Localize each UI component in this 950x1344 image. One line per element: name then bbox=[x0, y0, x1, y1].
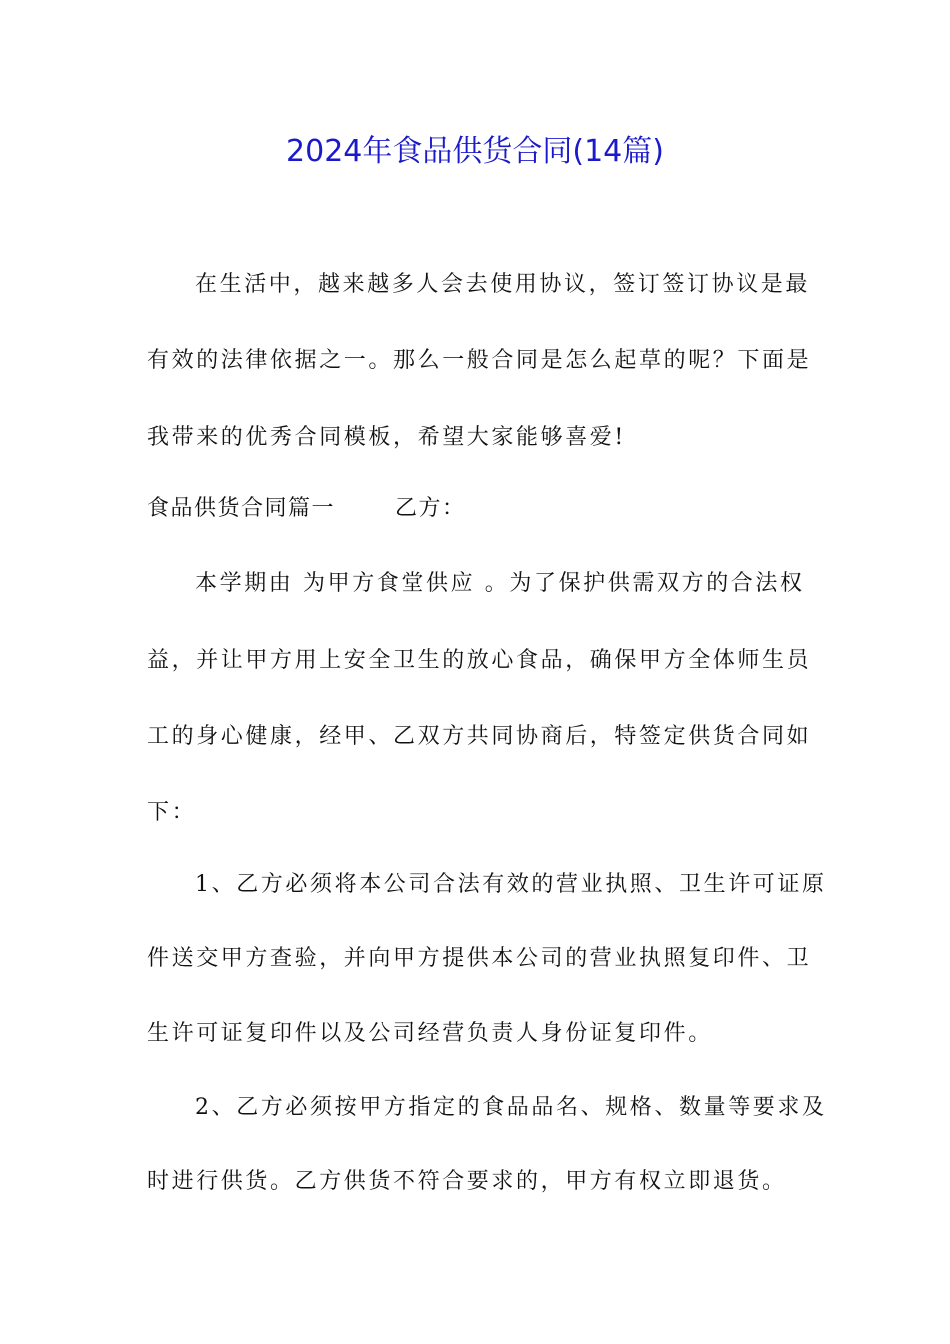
intro-line-3: 我带来的优秀合同模板，希望大家能够喜爱! bbox=[147, 425, 626, 450]
clause-1-line-1: 1、乙方必须将本公司合法有效的营业执照、卫生许可证原 bbox=[195, 872, 827, 897]
intro-line-1: 在生活中，越来越多人会去使用协议，签订签订协议是最 bbox=[195, 272, 811, 297]
clause-1-line-3: 生许可证复印件以及公司经营负责人身份证复印件。 bbox=[147, 1021, 713, 1046]
preamble-line-3: 工的身心健康，经甲、乙双方共同协商后，特签定供货合同如 bbox=[147, 724, 812, 749]
page-title: 2024年食品供货合同(14篇) bbox=[286, 134, 664, 169]
preamble-line-4: 下： bbox=[147, 800, 197, 825]
section-heading-line bbox=[147, 494, 817, 524]
intro-line-2: 有效的法律依据之一。那么一般合同是怎么起草的呢？下面是 bbox=[147, 348, 812, 373]
clause-2-line-2: 时进行供货。乙方供货不符合要求的，甲方有权立即退货。 bbox=[147, 1169, 787, 1194]
preamble-line-2: 益，并让甲方用上安全卫生的放心食品，确保甲方全体师生员 bbox=[147, 648, 812, 673]
clause-2-line-1: 2、乙方必须按甲方指定的食品品名、规格、数量等要求及 bbox=[195, 1095, 827, 1120]
party-b-label: 乙方： bbox=[395, 496, 466, 521]
section-heading: 食品供货合同篇一 bbox=[147, 496, 336, 521]
clause-1-line-2: 件送交甲方查验，并向甲方提供本公司的营业执照复印件、卫 bbox=[147, 946, 812, 971]
preamble-line-1: 本学期由 为甲方食堂供应 。为了保护供需双方的合法权 bbox=[195, 571, 805, 596]
